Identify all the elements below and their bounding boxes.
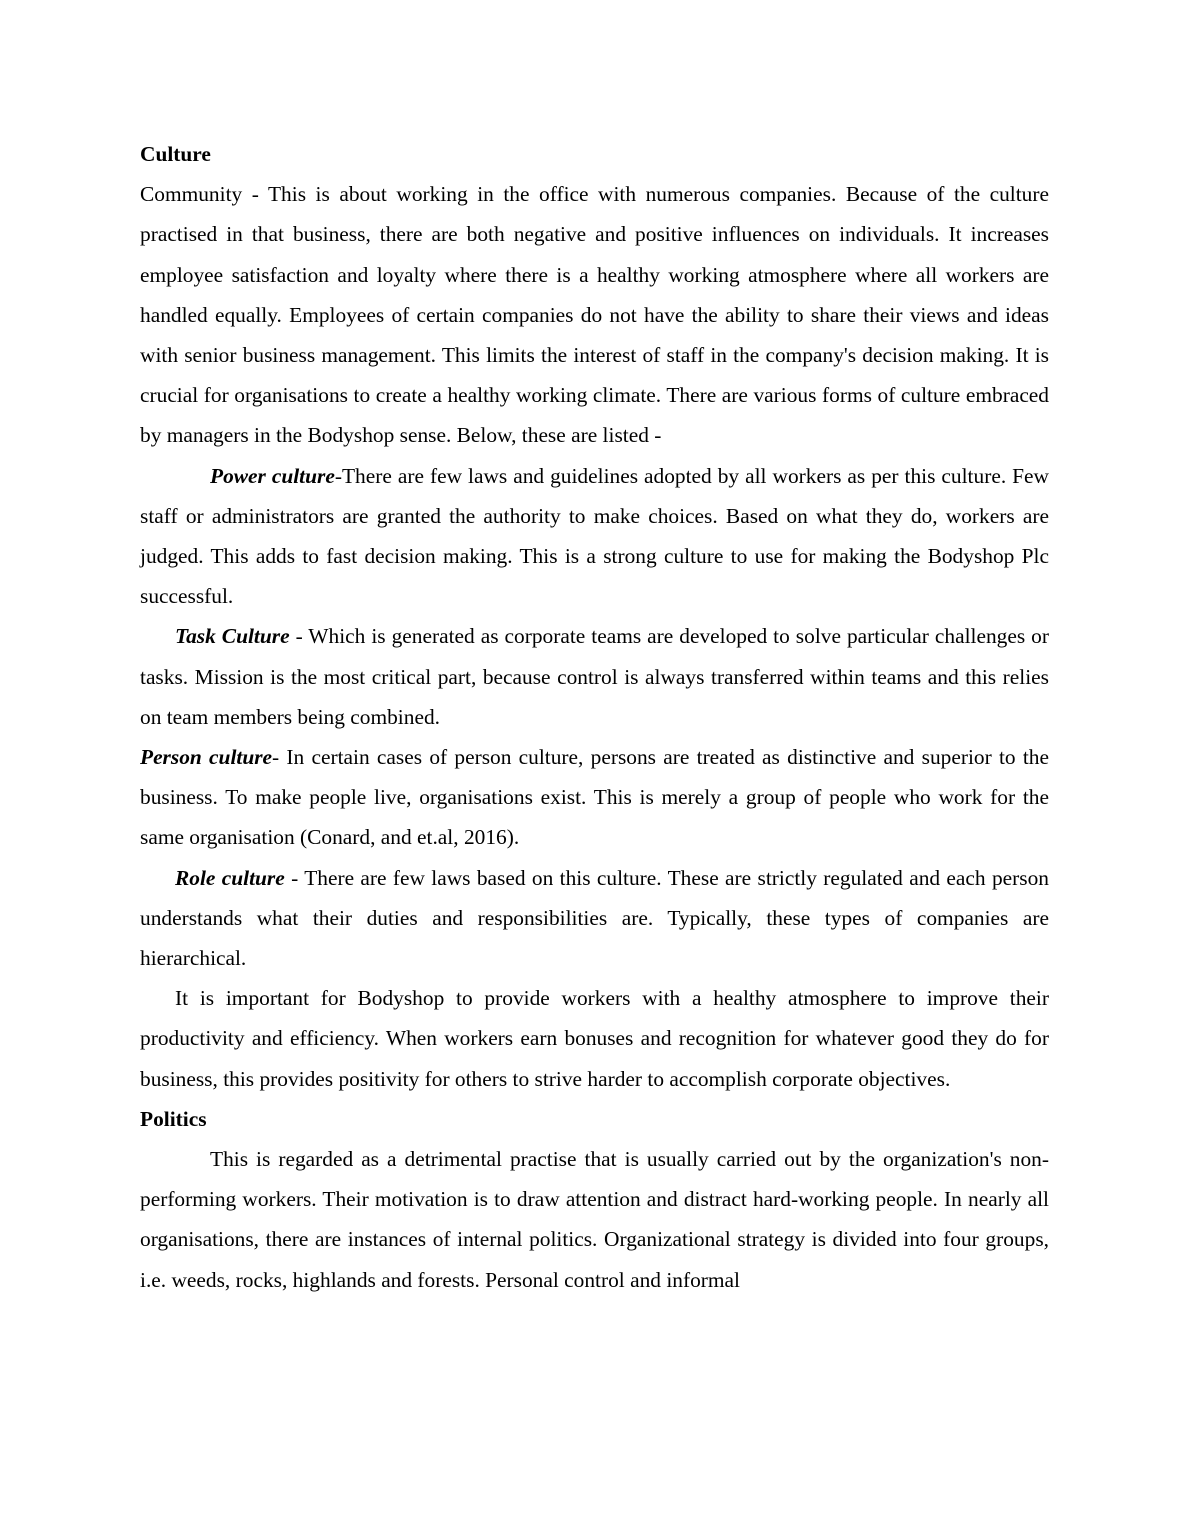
role-culture-term: Role culture (175, 865, 285, 890)
power-culture-term: Power culture (210, 463, 335, 488)
politics-paragraph: This is regarded as a detrimental practise that is usually carried out by the organization's non-performing workers. Their motivation is to draw attention and distract hard-working people. In nearly all organisations, there are instances of internal politics. Organizational strategy is divided into four groups, i.e. weeds, rocks, highlands and forests. Personal control and informal (140, 1147, 1049, 1292)
person-culture-term: Person culture (140, 745, 273, 770)
role-culture-text: - There are few laws based on this culture. These are strictly regulated and each person understands what their duties and responsibilities are. Typically, these types of companies are hierarchical. (140, 865, 1049, 971)
task-culture-text: - Which is generated as corporate teams are developed to solve particular challenges or tasks. Mission is the most critical part, because control is always transferred within teams and this relies on team members being combined. (140, 624, 1049, 729)
role-culture-paragraph (140, 858, 1049, 979)
intro-paragraph: Community - This is about working in the office with numerous companies. Because of the culture practised in that business, there are both negative and positive influences on individuals. It increases employee satisfaction and loyalty where there is a healthy working atmosphere where all workers are handled equally. Employees of certain companies do not have the ability to share their views and ideas with senior business management. This limits the interest of staff in the company's decision making. It is crucial for organisations to create a healthy working climate. There are various forms of culture embraced by managers in the Bodyshop sense. Below, these are listed - (140, 182, 1049, 448)
politics-heading: Politics (140, 1106, 207, 1131)
bodyshop-paragraph: It is important for Bodyshop to provide workers with a healthy atmosphere to improve their productivity and efficiency. When workers earn bonuses and recognition for whatever good they do for business, this provides positivity for others to strive harder to accomplish corporate objectives. (140, 986, 1049, 1091)
task-culture-paragraph (140, 616, 1049, 737)
task-culture-term: Task Culture (175, 624, 290, 649)
power-culture-paragraph (140, 456, 1049, 617)
power-culture-text: -There are few laws and guidelines adopted by all workers as per this culture. Few staff or administrators are granted the authority to make choices. Based on what they do, workers are judged. This adds to fast decision making. This is a strong culture to use for making the Bodyshop Plc successful. (140, 463, 1049, 609)
culture-heading: Culture (140, 142, 211, 166)
person-culture-paragraph (140, 737, 1049, 858)
document-page (140, 134, 1049, 1300)
person-culture-text: - In certain cases of person culture, persons are treated as distinctive and superior to the business. To make people live, organisations exist. This is merely a group of people who work for the same organisation (Conard, and et.al, 2016). (140, 745, 1050, 850)
